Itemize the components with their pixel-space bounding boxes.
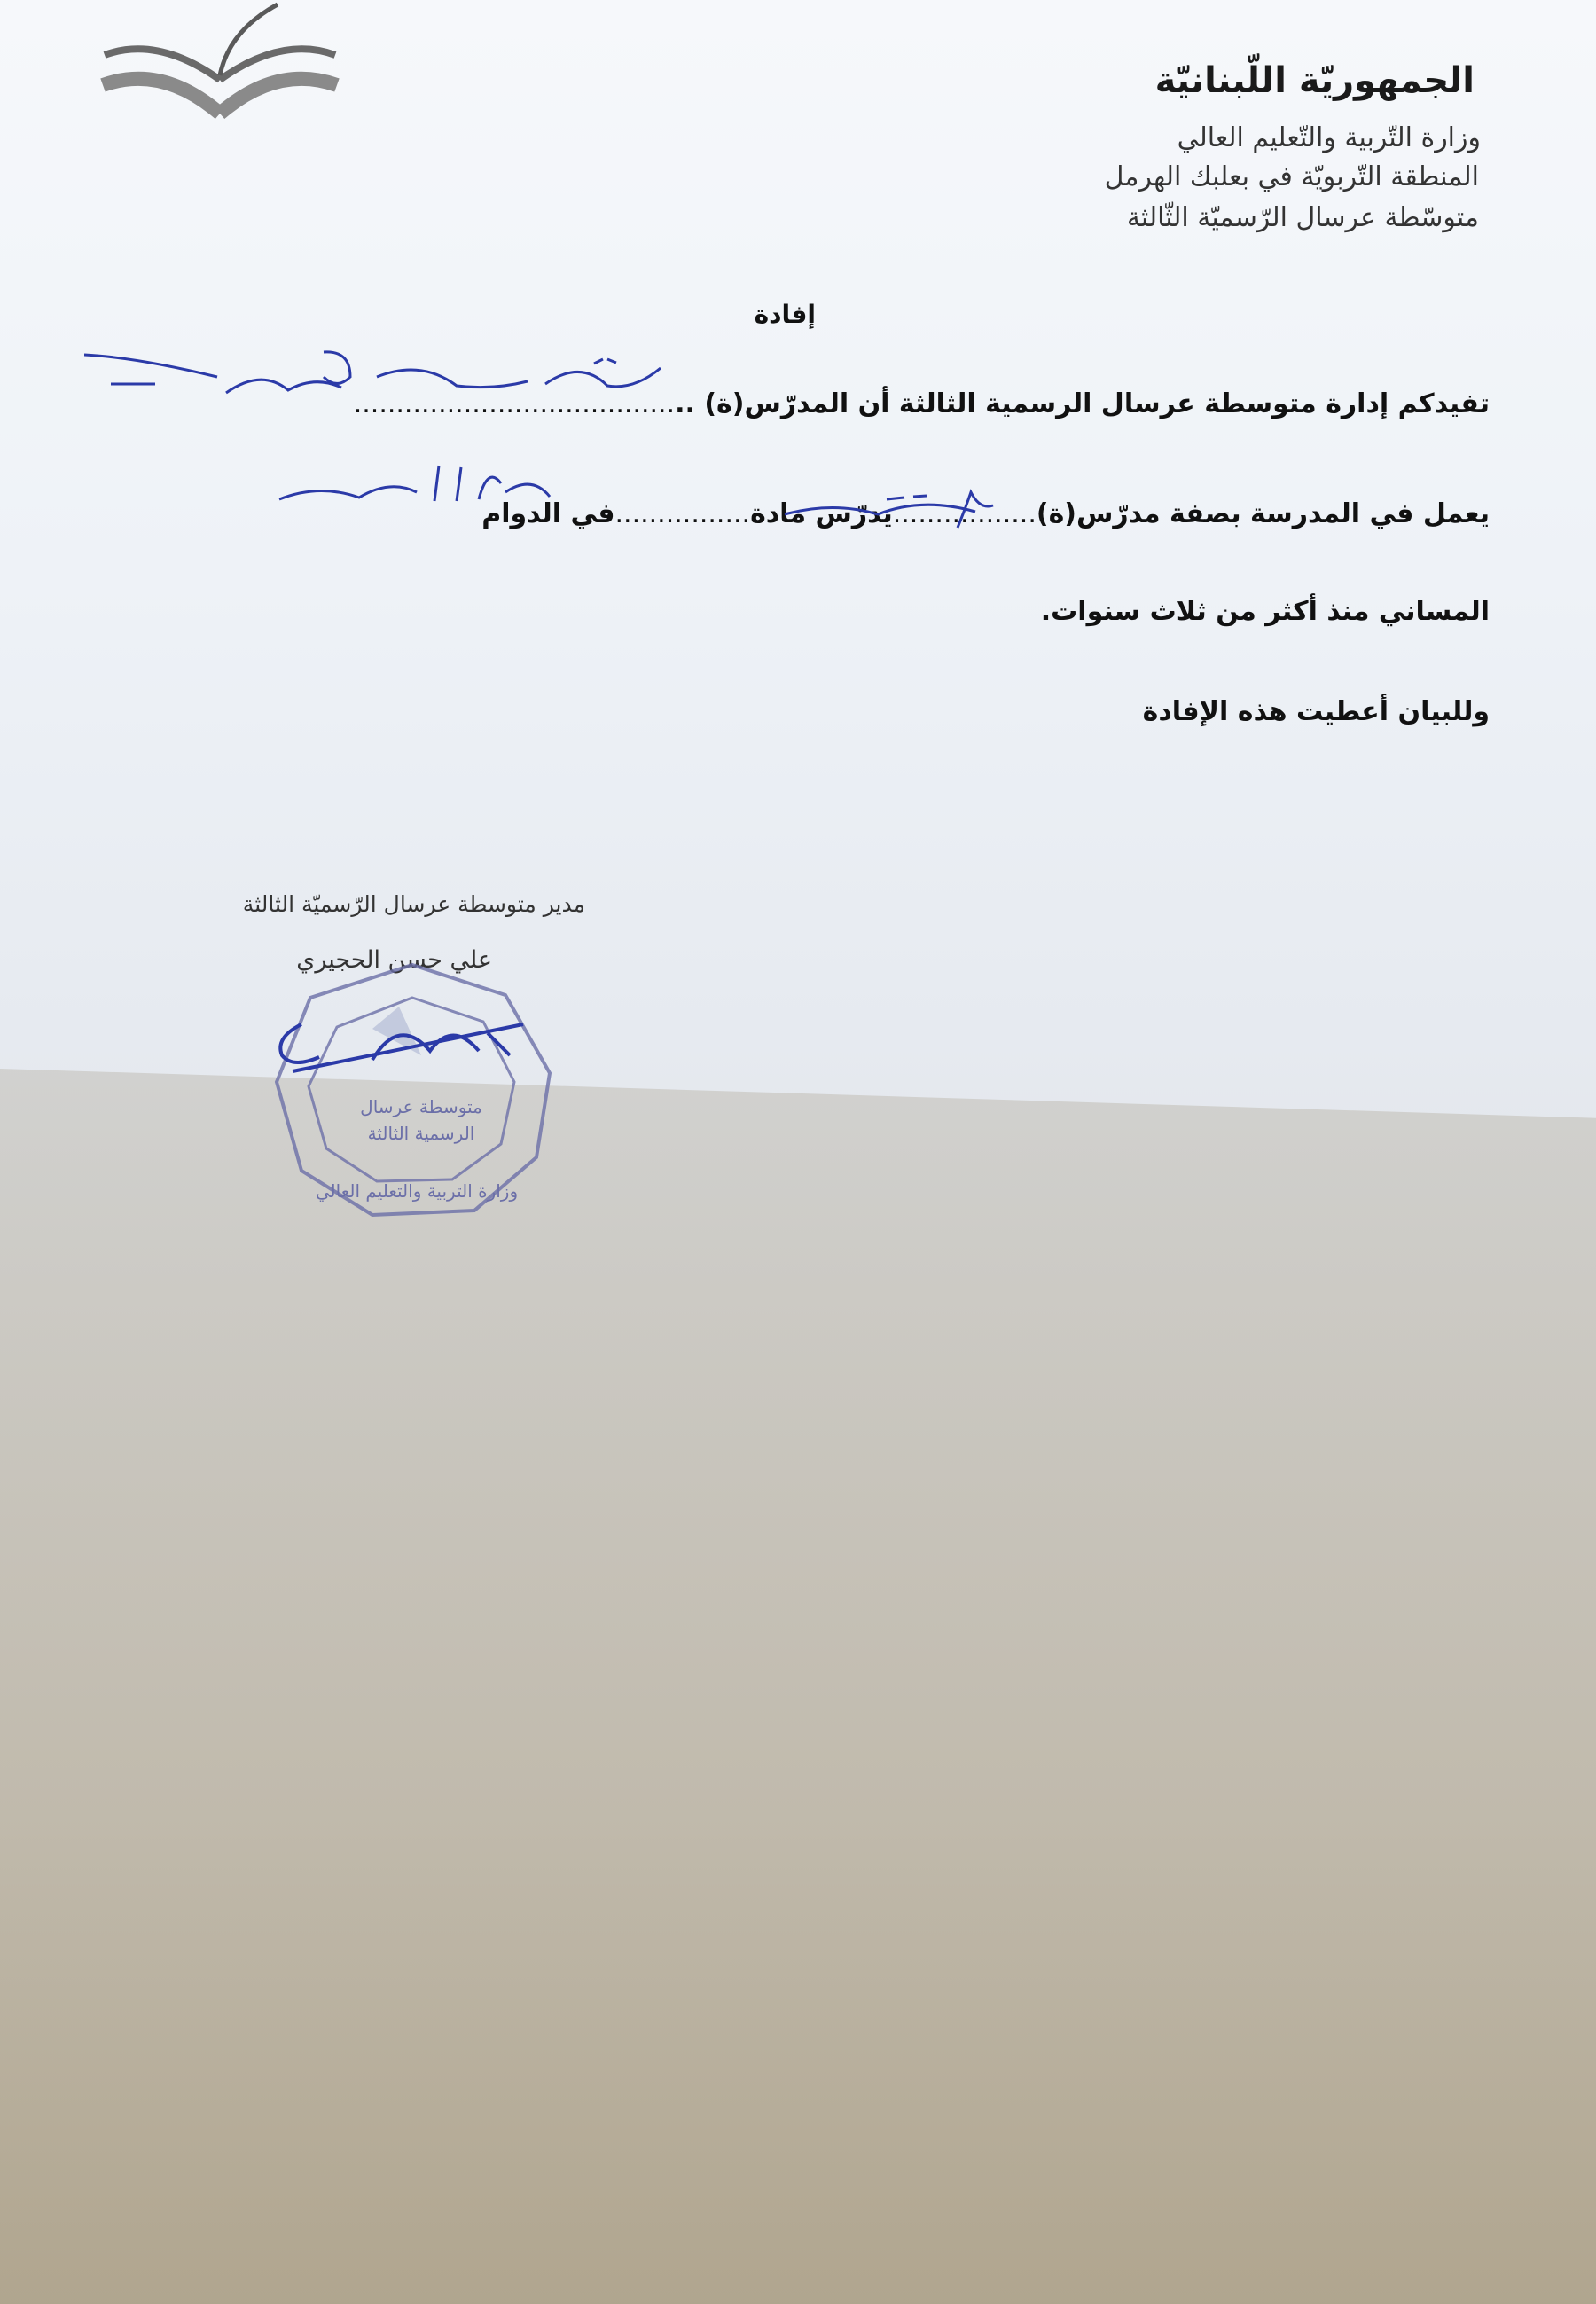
ministry-line: وزارة التّربية والتّعليم العالي <box>1177 122 1481 153</box>
handwritten-subject <box>275 448 567 519</box>
handwritten-teacher-name <box>84 341 705 412</box>
stamp-ring-text: وزارة التربية والتعليم العالي <box>315 1180 519 1202</box>
line2-mid: يدرّس مادة <box>750 498 893 529</box>
teacher-name-dots: ...................................... <box>353 388 676 419</box>
region-line: المنطقة التّربويّة في بعلبك الهرمل <box>1104 161 1479 192</box>
document-title: إفادة <box>754 300 816 329</box>
signature-title: مدير متوسطة عرسال الرّسميّة الثالثة <box>242 891 585 917</box>
stamp-inner-line1: متوسطة عرسال <box>360 1096 482 1117</box>
role-dots: ................. <box>892 498 1037 529</box>
handwritten-role <box>780 466 1037 537</box>
line1-text: تفيدكم إدارة متوسطة عرسال الرسمية الثالثة أن المدرّس(ة) .. <box>675 388 1490 419</box>
signature-name: علي حسن الحجيري <box>296 946 492 974</box>
body-line-3: المساني منذ أكثر من ثلاث سنوات. <box>1040 596 1490 627</box>
body-line-4: وللبيان أعطيت هذه الإفادة <box>1142 696 1490 727</box>
open-book-logo-icon <box>96 0 344 151</box>
school-line: متوسّطة عرسال الرّسميّة الثّالثة <box>1126 202 1479 233</box>
republic-heading: الجمهوريّة اللّبنانيّة <box>1154 60 1475 101</box>
line2-end: في الدوام <box>481 498 615 529</box>
official-stamp-icon <box>266 958 559 1224</box>
stamp-inner-line2: الرسمية الثالثة <box>367 1123 475 1144</box>
handwritten-signature <box>266 1002 532 1082</box>
line2-text: يعمل في المدرسة بصفة مدرّس(ة) <box>1036 498 1490 529</box>
lower-shadow <box>0 1069 1596 2304</box>
subject-dots: ................ <box>614 498 751 529</box>
